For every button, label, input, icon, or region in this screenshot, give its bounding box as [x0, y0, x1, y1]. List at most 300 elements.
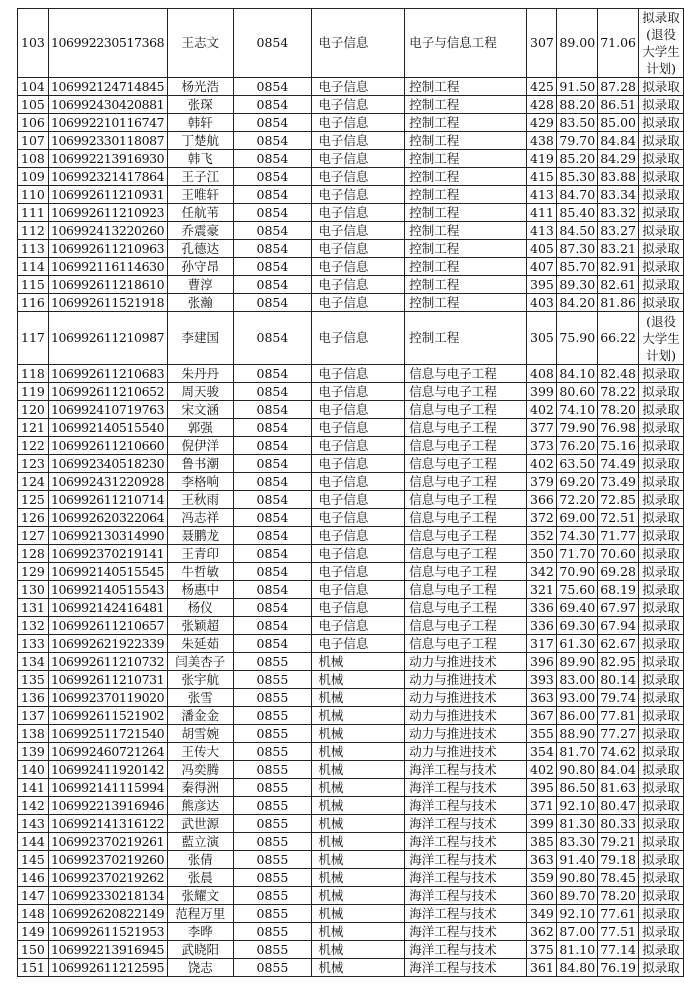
- row-number: 129: [18, 563, 49, 581]
- major-name: 信息与电子工程: [405, 635, 527, 653]
- first-exam-score: 363: [527, 851, 557, 869]
- major-name: 信息与电子工程: [405, 617, 527, 635]
- admission-result: 拟录取: [639, 581, 684, 599]
- exam-id: 106992611210987: [48, 312, 167, 365]
- admission-result: 拟录取: [639, 365, 684, 383]
- program-category: 机械: [312, 869, 405, 887]
- program-code: 0854: [233, 545, 312, 563]
- first-exam-score: 399: [527, 383, 557, 401]
- first-exam-score: 395: [527, 779, 557, 797]
- table-row: [18, 545, 684, 563]
- second-exam-score: 92.10: [557, 905, 598, 923]
- major-name: 海洋工程与技术: [405, 851, 527, 869]
- table-row: [18, 294, 684, 312]
- second-exam-score: 74.30: [557, 527, 598, 545]
- exam-id: 106992611212595: [48, 959, 167, 977]
- admission-result: 拟录取: [639, 887, 684, 905]
- total-score: 67.97: [598, 599, 639, 617]
- major-name: 信息与电子工程: [405, 419, 527, 437]
- row-number: 143: [18, 815, 49, 833]
- total-score: 74.49: [598, 455, 639, 473]
- student-name: 张倩: [167, 851, 233, 869]
- second-exam-score: 84.70: [557, 186, 598, 204]
- second-exam-score: 89.90: [557, 653, 598, 671]
- row-number: 145: [18, 851, 49, 869]
- row-number: 128: [18, 545, 49, 563]
- table-row: [18, 959, 684, 977]
- row-number: 111: [18, 204, 49, 222]
- row-number: 133: [18, 635, 49, 653]
- total-score: 86.51: [598, 96, 639, 114]
- exam-id: 106992413220260: [48, 222, 167, 240]
- row-number: 149: [18, 923, 49, 941]
- second-exam-score: 83.30: [557, 833, 598, 851]
- first-exam-score: 402: [527, 761, 557, 779]
- major-name: 动力与推进技术: [405, 671, 527, 689]
- exam-id: 106992370219261: [48, 833, 167, 851]
- table-row: [18, 491, 684, 509]
- program-code: 0855: [233, 797, 312, 815]
- program-code: 0855: [233, 959, 312, 977]
- program-category: 机械: [312, 833, 405, 851]
- second-exam-score: 69.00: [557, 509, 598, 527]
- admission-result: 拟录取: [639, 563, 684, 581]
- first-exam-score: 360: [527, 887, 557, 905]
- program-code: 0855: [233, 833, 312, 851]
- exam-id: 106992116114630: [48, 258, 167, 276]
- program-category: 机械: [312, 815, 405, 833]
- program-category: 电子信息: [312, 419, 405, 437]
- first-exam-score: 336: [527, 599, 557, 617]
- table-row: [18, 365, 684, 383]
- exam-id: 106992611210714: [48, 491, 167, 509]
- total-score: 83.34: [598, 186, 639, 204]
- student-name: 聂鹏龙: [167, 527, 233, 545]
- exam-id: 106992611210731: [48, 671, 167, 689]
- major-name: 信息与电子工程: [405, 437, 527, 455]
- total-score: 87.28: [598, 78, 639, 96]
- admission-result: 拟录取: [639, 96, 684, 114]
- admission-result: 拟录取: [639, 851, 684, 869]
- row-number: 141: [18, 779, 49, 797]
- first-exam-score: 402: [527, 401, 557, 419]
- major-name: 信息与电子工程: [405, 473, 527, 491]
- row-number: 140: [18, 761, 49, 779]
- exam-id: 106992620322064: [48, 509, 167, 527]
- row-number: 151: [18, 959, 49, 977]
- program-category: 电子信息: [312, 563, 405, 581]
- major-name: 控制工程: [405, 240, 527, 258]
- second-exam-score: 85.40: [557, 204, 598, 222]
- program-category: 机械: [312, 923, 405, 941]
- table-row: [18, 563, 684, 581]
- admission-result: 拟录取: [639, 833, 684, 851]
- first-exam-score: 393: [527, 671, 557, 689]
- admission-result: 拟录取: [639, 258, 684, 276]
- table-row: [18, 401, 684, 419]
- major-name: 动力与推进技术: [405, 725, 527, 743]
- row-number: 112: [18, 222, 49, 240]
- second-exam-score: 86.00: [557, 707, 598, 725]
- student-name: 韩飞: [167, 150, 233, 168]
- table-row: [18, 725, 684, 743]
- total-score: 66.22: [598, 312, 639, 365]
- table-row: [18, 150, 684, 168]
- second-exam-score: 85.30: [557, 168, 598, 186]
- admission-result: 拟录取: [639, 473, 684, 491]
- program-code: 0854: [233, 527, 312, 545]
- second-exam-score: 93.00: [557, 689, 598, 707]
- admission-result: (退役大学生计划): [639, 312, 684, 365]
- program-category: 电子信息: [312, 294, 405, 312]
- exam-id: 106992140515540: [48, 419, 167, 437]
- admission-table: [17, 8, 684, 977]
- program-category: 电子信息: [312, 222, 405, 240]
- row-number: 144: [18, 833, 49, 851]
- exam-id: 106992370219262: [48, 869, 167, 887]
- first-exam-score: 396: [527, 653, 557, 671]
- exam-id: 106992124714845: [48, 78, 167, 96]
- major-name: 海洋工程与技术: [405, 959, 527, 977]
- table-row: [18, 905, 684, 923]
- first-exam-score: 399: [527, 815, 557, 833]
- total-score: 85.00: [598, 114, 639, 132]
- major-name: 海洋工程与技术: [405, 761, 527, 779]
- program-category: 电子信息: [312, 437, 405, 455]
- major-name: 海洋工程与技术: [405, 797, 527, 815]
- program-code: 0854: [233, 222, 312, 240]
- student-name: 武晓阳: [167, 941, 233, 959]
- program-code: 0854: [233, 204, 312, 222]
- first-exam-score: 305: [527, 312, 557, 365]
- program-code: 0854: [233, 132, 312, 150]
- program-code: 0854: [233, 455, 312, 473]
- first-exam-score: 354: [527, 743, 557, 761]
- exam-id: 106992611210657: [48, 617, 167, 635]
- table-row: [18, 869, 684, 887]
- total-score: 67.94: [598, 617, 639, 635]
- program-category: 电子信息: [312, 240, 405, 258]
- table-row: [18, 635, 684, 653]
- table-row: [18, 204, 684, 222]
- admission-result: 拟录取: [639, 869, 684, 887]
- row-number: 150: [18, 941, 49, 959]
- admission-result: 拟录取: [639, 294, 684, 312]
- first-exam-score: 366: [527, 491, 557, 509]
- total-score: 83.88: [598, 168, 639, 186]
- student-name: 范程万里: [167, 905, 233, 923]
- exam-id: 106992511721540: [48, 725, 167, 743]
- exam-id: 106992213916930: [48, 150, 167, 168]
- row-number: 104: [18, 78, 49, 96]
- program-category: 机械: [312, 905, 405, 923]
- exam-id: 106992130314990: [48, 527, 167, 545]
- total-score: 72.85: [598, 491, 639, 509]
- table-row: [18, 797, 684, 815]
- table-row: [18, 240, 684, 258]
- major-name: 动力与推进技术: [405, 707, 527, 725]
- program-code: 0855: [233, 905, 312, 923]
- admission-result: 拟录取: [639, 78, 684, 96]
- student-name: 冯志祥: [167, 509, 233, 527]
- exam-id: 106992611210963: [48, 240, 167, 258]
- first-exam-score: 395: [527, 276, 557, 294]
- table-row: [18, 527, 684, 545]
- admission-result: 拟录取: [639, 905, 684, 923]
- table-row: [18, 815, 684, 833]
- program-code: 0854: [233, 383, 312, 401]
- row-number: 119: [18, 383, 49, 401]
- program-category: 电子信息: [312, 635, 405, 653]
- program-category: 电子信息: [312, 9, 405, 78]
- program-category: 电子信息: [312, 581, 405, 599]
- student-name: 张雪: [167, 689, 233, 707]
- student-name: 秦得洲: [167, 779, 233, 797]
- table-row: [18, 851, 684, 869]
- student-name: 熊彦达: [167, 797, 233, 815]
- admission-result: 拟录取: [639, 114, 684, 132]
- program-category: 电子信息: [312, 168, 405, 186]
- program-code: 0855: [233, 869, 312, 887]
- program-category: 机械: [312, 707, 405, 725]
- exam-id: 106992141316122: [48, 815, 167, 833]
- second-exam-score: 81.70: [557, 743, 598, 761]
- program-category: 电子信息: [312, 383, 405, 401]
- program-code: 0854: [233, 509, 312, 527]
- table-row: [18, 779, 684, 797]
- first-exam-score: 425: [527, 78, 557, 96]
- program-code: 0854: [233, 419, 312, 437]
- second-exam-score: 85.70: [557, 258, 598, 276]
- first-exam-score: 372: [527, 509, 557, 527]
- student-name: 孙守昂: [167, 258, 233, 276]
- admission-result: 拟录取: [639, 419, 684, 437]
- first-exam-score: 342: [527, 563, 557, 581]
- first-exam-score: 408: [527, 365, 557, 383]
- row-number: 114: [18, 258, 49, 276]
- program-category: 机械: [312, 779, 405, 797]
- total-score: 69.28: [598, 563, 639, 581]
- program-code: 0854: [233, 258, 312, 276]
- table-row: [18, 9, 684, 78]
- table-row: [18, 132, 684, 150]
- major-name: 控制工程: [405, 114, 527, 132]
- second-exam-score: 76.20: [557, 437, 598, 455]
- table-row: [18, 276, 684, 294]
- second-exam-score: 88.90: [557, 725, 598, 743]
- program-category: 电子信息: [312, 617, 405, 635]
- table-row: [18, 887, 684, 905]
- program-code: 0854: [233, 294, 312, 312]
- admission-result: 拟录取: [639, 491, 684, 509]
- total-score: 62.67: [598, 635, 639, 653]
- admission-result: 拟录取: [639, 186, 684, 204]
- table-row: [18, 743, 684, 761]
- row-number: 124: [18, 473, 49, 491]
- total-score: 77.27: [598, 725, 639, 743]
- row-number: 142: [18, 797, 49, 815]
- second-exam-score: 79.90: [557, 419, 598, 437]
- admission-result: 拟录取: [639, 959, 684, 977]
- program-code: 0855: [233, 707, 312, 725]
- second-exam-score: 72.20: [557, 491, 598, 509]
- major-name: 信息与电子工程: [405, 455, 527, 473]
- row-number: 136: [18, 689, 49, 707]
- major-name: 信息与电子工程: [405, 545, 527, 563]
- total-score: 82.91: [598, 258, 639, 276]
- first-exam-score: 361: [527, 959, 557, 977]
- first-exam-score: 375: [527, 941, 557, 959]
- program-code: 0854: [233, 186, 312, 204]
- exam-id: 106992142416481: [48, 599, 167, 617]
- second-exam-score: 69.40: [557, 599, 598, 617]
- first-exam-score: 349: [527, 905, 557, 923]
- major-name: 控制工程: [405, 168, 527, 186]
- row-number: 127: [18, 527, 49, 545]
- program-category: 机械: [312, 941, 405, 959]
- row-number: 134: [18, 653, 49, 671]
- total-score: 68.19: [598, 581, 639, 599]
- program-code: 0855: [233, 725, 312, 743]
- major-name: 控制工程: [405, 294, 527, 312]
- student-name: 杨仪: [167, 599, 233, 617]
- row-number: 110: [18, 186, 49, 204]
- first-exam-score: 377: [527, 419, 557, 437]
- program-category: 机械: [312, 653, 405, 671]
- first-exam-score: 355: [527, 725, 557, 743]
- second-exam-score: 84.10: [557, 365, 598, 383]
- program-code: 0855: [233, 941, 312, 959]
- program-category: 电子信息: [312, 96, 405, 114]
- exam-id: 106992620822149: [48, 905, 167, 923]
- first-exam-score: 428: [527, 96, 557, 114]
- table-row: [18, 186, 684, 204]
- exam-id: 106992621922339: [48, 635, 167, 653]
- program-category: 电子信息: [312, 204, 405, 222]
- admission-result: 拟录取: [639, 617, 684, 635]
- major-name: 海洋工程与技术: [405, 905, 527, 923]
- first-exam-score: 321: [527, 581, 557, 599]
- row-number: 105: [18, 96, 49, 114]
- program-category: 机械: [312, 725, 405, 743]
- total-score: 80.47: [598, 797, 639, 815]
- program-code: 0854: [233, 276, 312, 294]
- first-exam-score: 352: [527, 527, 557, 545]
- student-name: 李格响: [167, 473, 233, 491]
- first-exam-score: 438: [527, 132, 557, 150]
- first-exam-score: 411: [527, 204, 557, 222]
- program-code: 0854: [233, 437, 312, 455]
- program-category: 机械: [312, 959, 405, 977]
- admission-result: 拟录取: [639, 779, 684, 797]
- first-exam-score: 373: [527, 437, 557, 455]
- admission-result: 拟录取: [639, 401, 684, 419]
- program-category: 机械: [312, 851, 405, 869]
- total-score: 76.19: [598, 959, 639, 977]
- program-category: 电子信息: [312, 150, 405, 168]
- table-row: [18, 312, 684, 365]
- program-category: 电子信息: [312, 455, 405, 473]
- table-row: [18, 114, 684, 132]
- second-exam-score: 61.30: [557, 635, 598, 653]
- second-exam-score: 75.90: [557, 312, 598, 365]
- student-name: 张宇航: [167, 671, 233, 689]
- first-exam-score: 419: [527, 150, 557, 168]
- table-row: [18, 419, 684, 437]
- first-exam-score: 415: [527, 168, 557, 186]
- program-code: 0854: [233, 9, 312, 78]
- exam-id: 106992611210931: [48, 186, 167, 204]
- exam-id: 106992611521953: [48, 923, 167, 941]
- total-score: 74.62: [598, 743, 639, 761]
- major-name: 控制工程: [405, 204, 527, 222]
- total-score: 80.33: [598, 815, 639, 833]
- second-exam-score: 90.80: [557, 869, 598, 887]
- exam-id: 106992330118087: [48, 132, 167, 150]
- first-exam-score: 385: [527, 833, 557, 851]
- program-category: 机械: [312, 887, 405, 905]
- first-exam-score: 407: [527, 258, 557, 276]
- major-name: 海洋工程与技术: [405, 887, 527, 905]
- program-code: 0855: [233, 761, 312, 779]
- second-exam-score: 83.50: [557, 114, 598, 132]
- program-code: 0854: [233, 563, 312, 581]
- total-score: 78.45: [598, 869, 639, 887]
- second-exam-score: 74.10: [557, 401, 598, 419]
- admission-result: 拟录取: [639, 689, 684, 707]
- exam-id: 106992611521902: [48, 707, 167, 725]
- admission-result: 拟录取: [639, 222, 684, 240]
- major-name: 信息与电子工程: [405, 365, 527, 383]
- student-name: 李晔: [167, 923, 233, 941]
- admission-result: 拟录取: [639, 635, 684, 653]
- major-name: 海洋工程与技术: [405, 833, 527, 851]
- second-exam-score: 90.80: [557, 761, 598, 779]
- exam-id: 106992460721264: [48, 743, 167, 761]
- program-code: 0855: [233, 743, 312, 761]
- program-category: 电子信息: [312, 473, 405, 491]
- student-name: 任航苇: [167, 204, 233, 222]
- admission-result: 拟录取: [639, 653, 684, 671]
- second-exam-score: 70.90: [557, 563, 598, 581]
- total-score: 79.21: [598, 833, 639, 851]
- major-name: 控制工程: [405, 222, 527, 240]
- student-name: 闫美杏子: [167, 653, 233, 671]
- total-score: 84.04: [598, 761, 639, 779]
- program-code: 0855: [233, 851, 312, 869]
- exam-id: 106992140515543: [48, 581, 167, 599]
- program-category: 电子信息: [312, 78, 405, 96]
- exam-id: 106992611210732: [48, 653, 167, 671]
- student-name: 杨惠中: [167, 581, 233, 599]
- row-number: 121: [18, 419, 49, 437]
- exam-id: 106992321417864: [48, 168, 167, 186]
- major-name: 控制工程: [405, 96, 527, 114]
- admission-result: 拟录取: [639, 168, 684, 186]
- program-code: 0855: [233, 815, 312, 833]
- admission-result: 拟录取: [639, 437, 684, 455]
- admission-result: 拟录取: [639, 276, 684, 294]
- student-name: 乔震豪: [167, 222, 233, 240]
- student-name: 李建国: [167, 312, 233, 365]
- total-score: 84.29: [598, 150, 639, 168]
- second-exam-score: 86.50: [557, 779, 598, 797]
- program-code: 0854: [233, 599, 312, 617]
- first-exam-score: 413: [527, 186, 557, 204]
- student-name: 冯奕腾: [167, 761, 233, 779]
- admission-result: 拟录取: [639, 707, 684, 725]
- table-row: [18, 78, 684, 96]
